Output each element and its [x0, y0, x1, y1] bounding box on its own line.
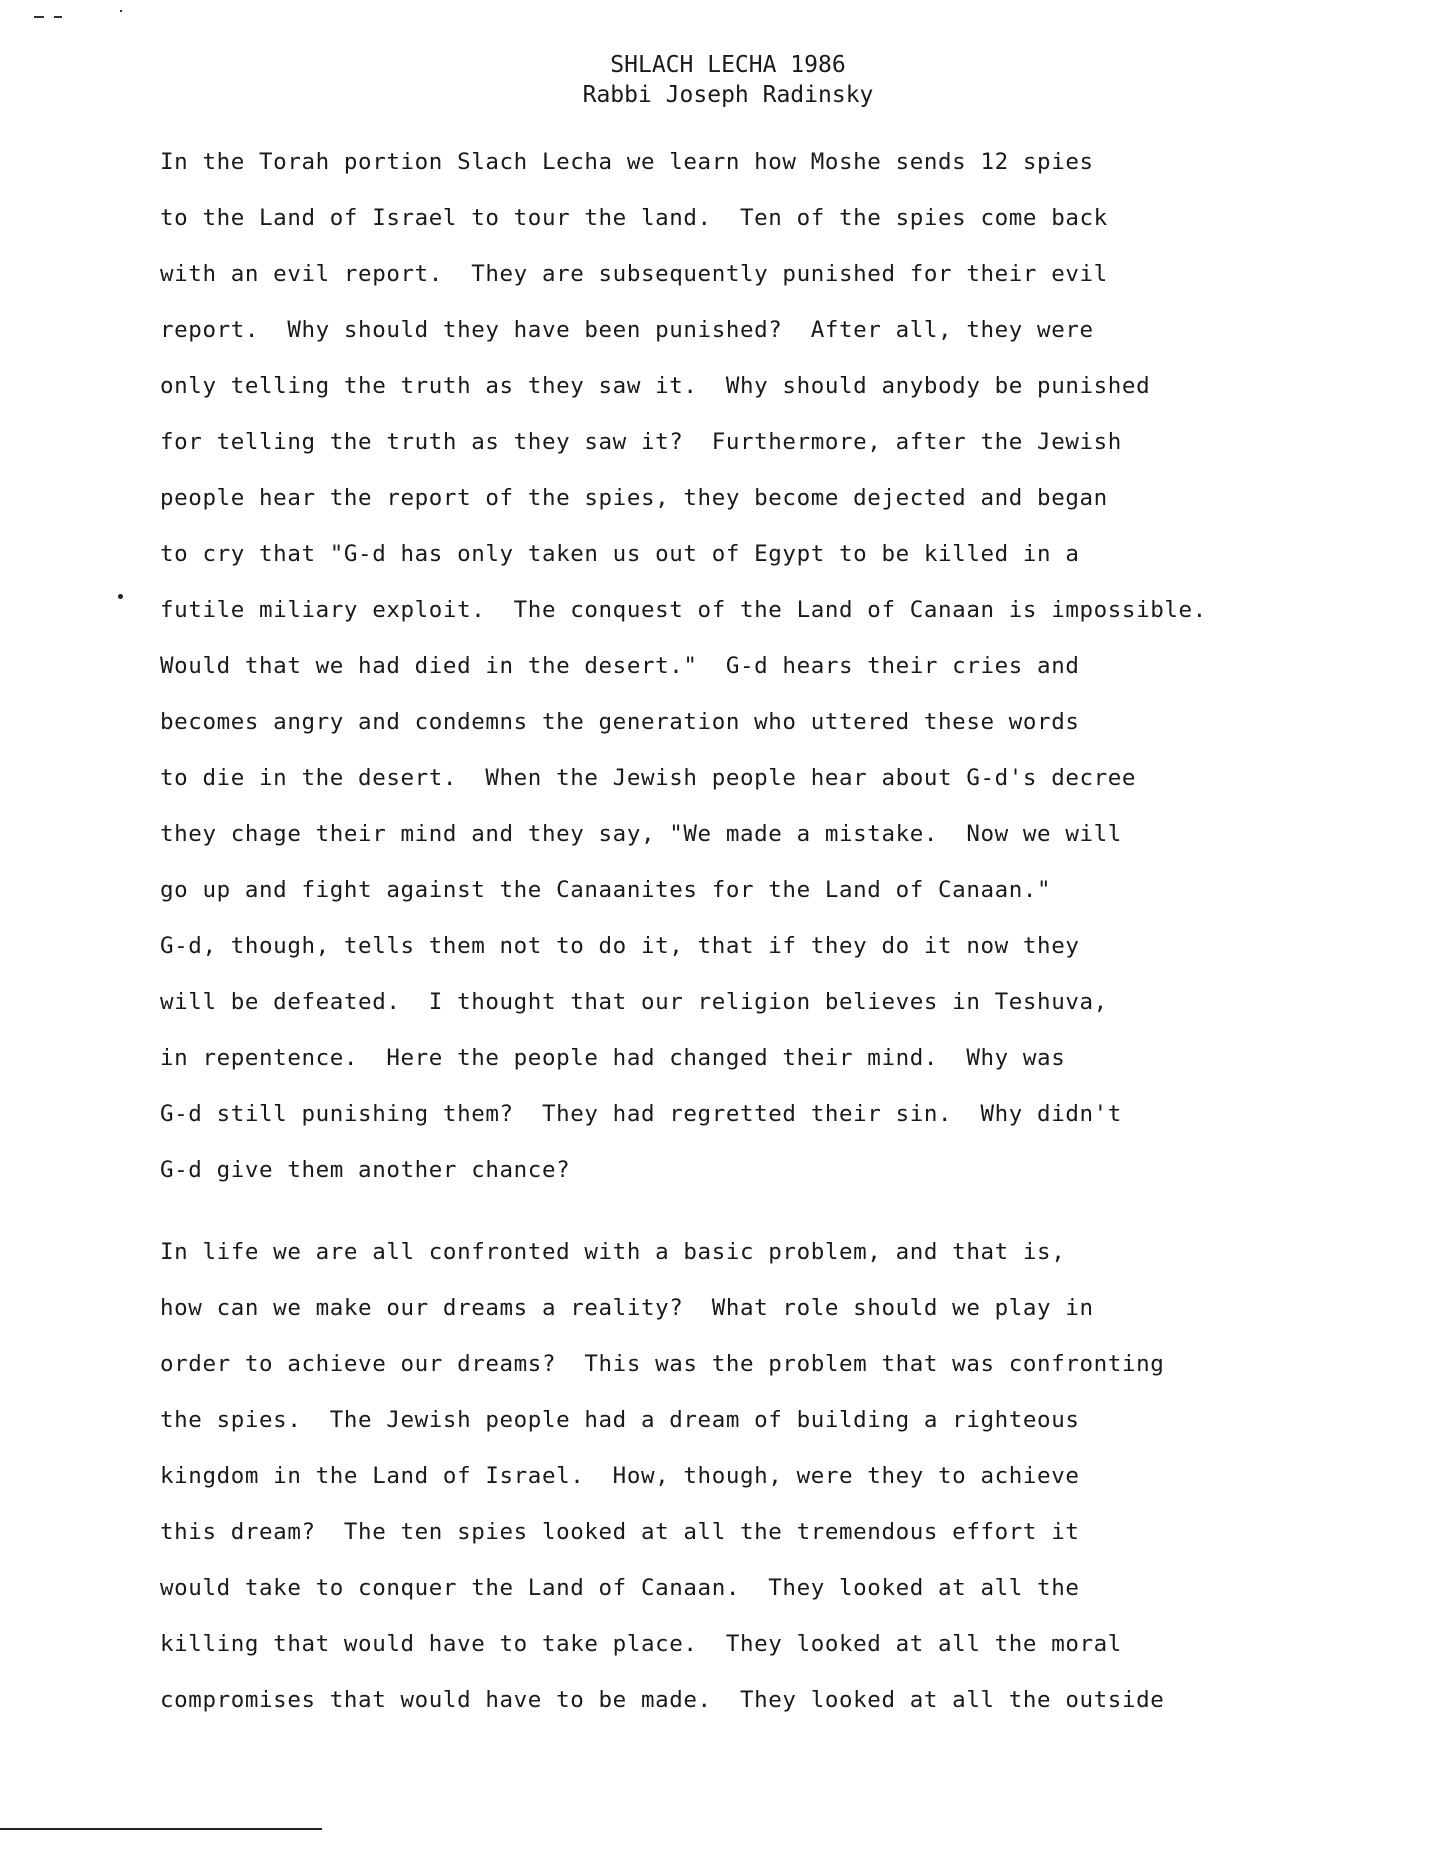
- paragraph-gap: [160, 1198, 1240, 1224]
- paragraph: [160, 134, 1240, 1198]
- text-line: how can we make our dreams a reality? What role should we play in: [160, 1295, 1094, 1321]
- text-line: to the Land of Israel to tour the land. Ten of the spies come back: [160, 205, 1108, 231]
- text-line: in repentence. Here the people had changed their mind. Why was: [160, 1045, 1066, 1071]
- document-title: SHLACH LECHA 1986: [610, 52, 846, 78]
- text-line: for telling the truth as they saw it? Furthermore, after the Jewish: [160, 429, 1122, 455]
- text-line: order to achieve our dreams? This was the problem that was confronting: [160, 1351, 1165, 1377]
- text-line: kingdom in the Land of Israel. How, though, were they to achieve: [160, 1463, 1080, 1489]
- text-line: they chage their mind and they say, "We made a mistake. Now we will: [160, 821, 1122, 847]
- text-line: G-d give them another chance?: [160, 1157, 571, 1183]
- text-line: report. Why should they have been punished? After all, they were: [160, 317, 1094, 343]
- text-line: In the Torah portion Slach Lecha we learn how Moshe sends 12 spies: [160, 149, 1094, 175]
- text-line: go up and fight against the Canaanites for the Land of Canaan.": [160, 877, 1052, 903]
- document-body: [160, 134, 1240, 1728]
- text-line: with an evil report. They are subsequently punished for their evil: [160, 261, 1108, 287]
- text-line: the spies. The Jewish people had a dream of building a righteous: [160, 1407, 1080, 1433]
- text-line: compromises that would have to be made. They looked at all the outside: [160, 1687, 1165, 1713]
- paragraph: [160, 1224, 1240, 1728]
- text-line: Would that we had died in the desert." G-d hears their cries and: [160, 653, 1080, 679]
- text-line: G-d, though, tells them not to do it, that if they do it now they: [160, 933, 1080, 959]
- margin-dot-mark: [118, 594, 123, 599]
- text-line: people hear the report of the spies, they become dejected and began: [160, 485, 1108, 511]
- footnote-separator-line: [0, 1828, 322, 1830]
- text-line: G-d still punishing them? They had regretted their sin. Why didn't: [160, 1101, 1122, 1127]
- text-line: killing that would have to take place. They looked at all the moral: [160, 1631, 1122, 1657]
- document-header: [0, 50, 1430, 110]
- scan-artifact-mark: [34, 16, 44, 18]
- text-line: this dream? The ten spies looked at all the tremendous effort it: [160, 1519, 1080, 1545]
- text-line: only telling the truth as they saw it. Why should anybody be punished: [160, 373, 1151, 399]
- text-line: to die in the desert. When the Jewish people hear about G-d's decree: [160, 765, 1137, 791]
- text-line: to cry that "G-d has only taken us out of Egypt to be killed in a: [160, 541, 1080, 567]
- text-line: becomes angry and condemns the generation who uttered these words: [160, 709, 1080, 735]
- scan-artifact-mark: [54, 16, 62, 18]
- text-line: would take to conquer the Land of Canaan. They looked at all the: [160, 1575, 1080, 1601]
- text-line: futile miliary exploit. The conquest of the Land of Canaan is impossible.: [160, 597, 1207, 623]
- text-line: will be defeated. I thought that our religion believes in Teshuva,: [160, 989, 1108, 1015]
- document-author: Rabbi Joseph Radinsky: [582, 82, 874, 108]
- text-line: In life we are all confronted with a basic problem, and that is,: [160, 1239, 1066, 1265]
- scan-artifact-speck: [120, 10, 122, 12]
